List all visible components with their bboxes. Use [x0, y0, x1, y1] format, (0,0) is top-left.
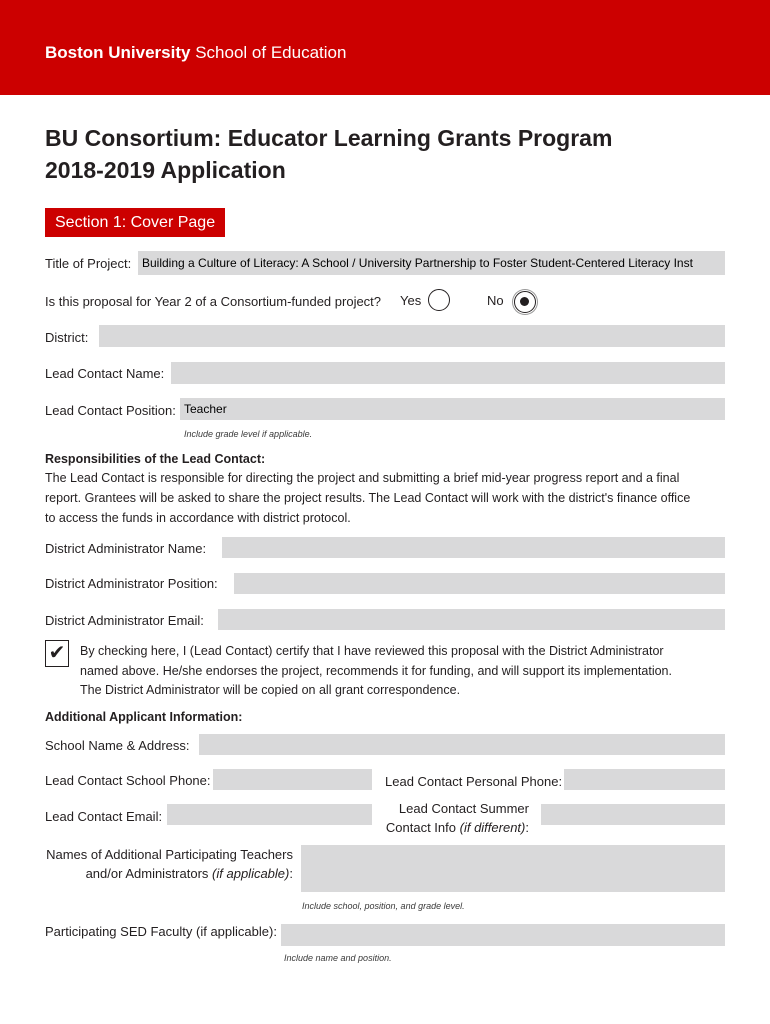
district-admin-email-label: District Administrator Email: [45, 613, 204, 628]
additional-teachers-label-line-2: and/or Administrators (if applicable): [85, 866, 293, 881]
brand-logo [45, 43, 346, 63]
responsibilities-heading: Responsibilities of the Lead Contact: [45, 452, 266, 466]
section-1-tab: Section 1: Cover Page [45, 208, 225, 237]
certify-line-2: named above. He/she endorses the project, recommends it for funding, and will support its implementation. [80, 663, 672, 678]
title-line-1: BU Consortium: Educator Learning Grants Program [45, 125, 613, 151]
certify-text [80, 642, 720, 701]
lead-personal-phone-field[interactable] [564, 769, 725, 790]
title-of-project-field[interactable]: Building a Culture of Literacy: A School / University Partnership to Foster Student-Centered Literacy Inst [138, 251, 725, 275]
district-admin-position-label: District Administrator Position: [45, 576, 218, 591]
responsibilities-line-1: The Lead Contact is responsible for directing the project and submitting a brief mid-year progress report and a final [45, 471, 680, 485]
sed-faculty-label: Participating SED Faculty (if applicable): [45, 924, 277, 939]
year2-question-label: Is this proposal for Year 2 of a Consortium-funded project? [45, 294, 382, 309]
summer-contact-field[interactable] [541, 804, 725, 825]
additional-teachers-label-line-1: Names of Additional Participating Teachers [46, 847, 293, 862]
responsibilities-line-2: report. Grantees will be asked to share the project results. The Lead Contact will work with the district's finance office [45, 491, 691, 505]
additional-teachers-note: Include school, position, and grade level. [302, 901, 465, 911]
lead-contact-position-field[interactable]: Teacher [180, 398, 725, 420]
district-admin-name-label: District Administrator Name: [45, 541, 207, 556]
summer-contact-label-line-1: Lead Contact Summer [398, 801, 529, 816]
responsibilities-line-3: to access the funds in accordance with district protocol. [45, 511, 351, 525]
year2-no-radio[interactable] [514, 291, 536, 313]
district-label: District: [45, 330, 89, 345]
brand-bold: Boston University [45, 43, 191, 62]
brand-rest: School of Education [195, 43, 347, 62]
district-admin-name-field[interactable] [222, 537, 725, 558]
additional-teachers-label [45, 845, 293, 883]
summer-contact-label [385, 799, 529, 837]
lead-personal-phone-label: Lead Contact Personal Phone: [385, 774, 563, 789]
page-title [45, 122, 725, 186]
title-of-project-label: Title of Project: [45, 256, 132, 271]
school-name-address-field[interactable] [199, 734, 725, 755]
sed-faculty-note: Include name and position. [284, 953, 392, 963]
certify-line-1: By checking here, I (Lead Contact) certify that I have reviewed this proposal with the District Administrator [80, 644, 664, 658]
responsibilities-paragraph [45, 468, 725, 528]
district-field[interactable] [99, 325, 725, 347]
year2-yes-label: Yes [400, 293, 422, 308]
district-admin-position-field[interactable] [234, 573, 725, 594]
header-banner [0, 0, 770, 95]
certify-checkbox[interactable]: ✔ [45, 640, 69, 667]
additional-teachers-field[interactable] [301, 845, 725, 892]
school-name-address-label: School Name & Address: [45, 738, 190, 753]
year2-no-label: No [487, 293, 504, 308]
lead-school-phone-field[interactable] [213, 769, 372, 790]
district-admin-email-field[interactable] [218, 609, 725, 630]
title-line-2: 2018-2019 Application [45, 157, 286, 183]
additional-info-heading: Additional Applicant Information: [45, 710, 243, 724]
lead-contact-name-label: Lead Contact Name: [45, 366, 165, 381]
lead-email-field[interactable] [167, 804, 372, 825]
summer-contact-label-line-2: Contact Info (if different): [385, 820, 529, 835]
lead-contact-name-field[interactable] [171, 362, 725, 384]
lead-contact-position-note: Include grade level if applicable. [184, 429, 313, 439]
sed-faculty-field[interactable] [281, 924, 725, 946]
lead-email-label: Lead Contact Email: [45, 809, 163, 824]
certify-line-3: The District Administrator will be copied on all grant correspondence. [80, 683, 461, 697]
year2-yes-radio[interactable] [428, 289, 450, 311]
lead-school-phone-label: Lead Contact School Phone: [45, 773, 211, 788]
lead-contact-position-label: Lead Contact Position: [45, 403, 176, 418]
